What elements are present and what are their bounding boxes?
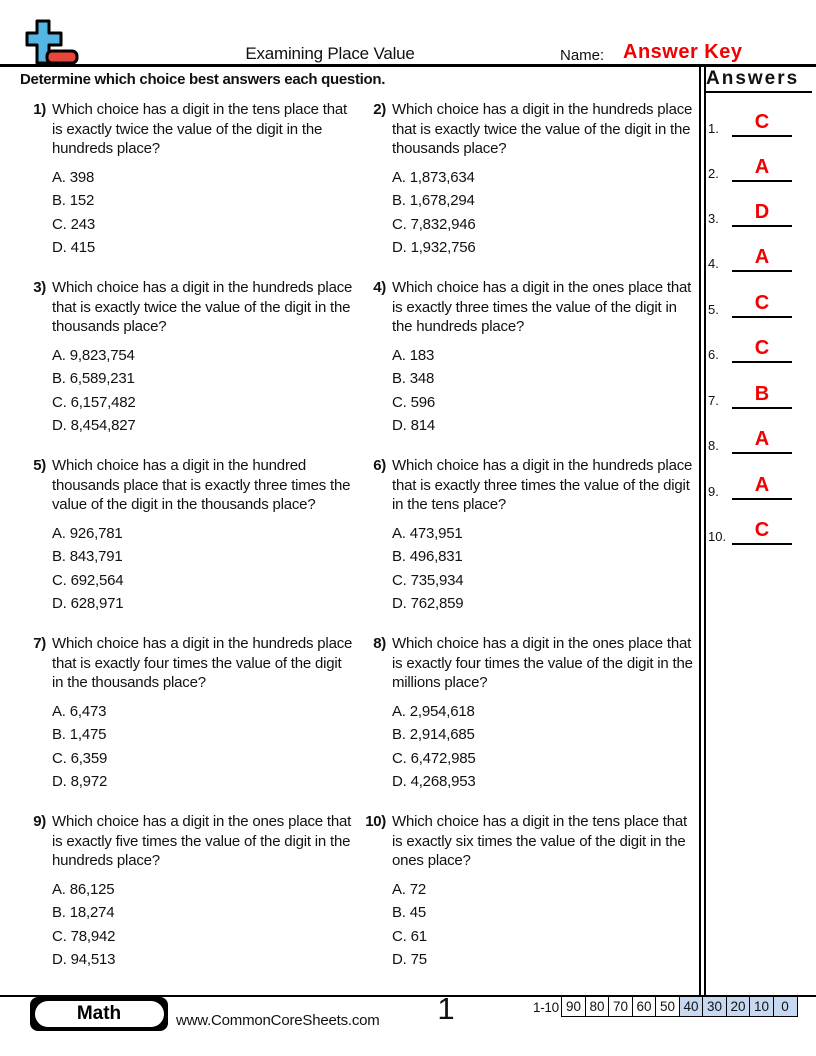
question-number: 10) — [365, 813, 386, 830]
answer-key-text: Answer Key — [623, 41, 743, 63]
website-link: www.CommonCoreSheets.com — [176, 1012, 380, 1029]
score-cell: 80 — [585, 996, 610, 1017]
choice-c: C. 692,564 — [52, 571, 124, 589]
choice-a: A. 183 — [392, 346, 435, 364]
answer-blank-line — [732, 291, 792, 318]
choice-a: A. 86,125 — [52, 880, 115, 898]
question-number: 2) — [373, 101, 386, 118]
answer-letter: A — [754, 246, 770, 268]
question-text: Which choice has a digit in the tens place that is exactly twice the value of the digit in the hundreds place? — [52, 101, 347, 157]
answer-letter: C — [754, 292, 770, 314]
choice-b: B. 152 — [52, 192, 95, 209]
score-cell: 40 — [679, 996, 704, 1017]
answer-letter: A — [754, 428, 770, 450]
choice-d: D. 762,859 — [392, 595, 464, 612]
score-cell: 60 — [632, 996, 657, 1017]
answer-blank-line — [732, 382, 792, 409]
header-divider-line — [0, 64, 816, 67]
choice-d: D. 94,513 — [52, 951, 116, 968]
question-2 — [360, 100, 696, 278]
choice-a: A. 2,954,618 — [392, 702, 475, 720]
question-6 — [360, 456, 696, 634]
question-number: 6) — [373, 457, 386, 474]
choice-a: A. 473,951 — [392, 524, 463, 542]
answer-number: 10. — [708, 529, 727, 544]
answer-number: 1. — [708, 121, 719, 136]
answer-number: 2. — [708, 166, 719, 181]
answer-blank-line — [732, 245, 792, 272]
question-number: 9) — [33, 813, 46, 830]
answer-letter: D — [754, 201, 770, 223]
choice-b: B. 18,274 — [52, 904, 115, 921]
question-5 — [20, 456, 360, 634]
choice-c: C. 243 — [52, 215, 95, 233]
answer-slot-10 — [706, 509, 812, 545]
answer-letter: A — [754, 156, 770, 178]
question-9 — [20, 812, 360, 990]
answer-slot-6 — [706, 327, 812, 363]
answers-panel-divider — [699, 64, 706, 997]
choice-a: A. 398 — [52, 168, 95, 186]
choice-b: B. 2,914,685 — [392, 726, 475, 743]
answer-letter: C — [754, 111, 770, 133]
question-number: 1) — [33, 101, 46, 118]
answer-slot-2 — [706, 146, 812, 182]
choice-c: C. 6,472,985 — [392, 749, 476, 767]
choice-b: B. 1,678,294 — [392, 192, 475, 209]
answer-letter: C — [754, 337, 770, 359]
choice-d: D. 1,932,756 — [392, 239, 476, 256]
choice-c: C. 7,832,946 — [392, 215, 476, 233]
score-cell: 20 — [726, 996, 751, 1017]
choice-d: D. 8,972 — [52, 773, 108, 790]
answer-number: 7. — [708, 393, 719, 408]
choice-a: A. 9,823,754 — [52, 346, 135, 364]
answer-number: 4. — [708, 256, 719, 271]
subject-badge — [30, 997, 168, 1031]
choice-b: B. 496,831 — [392, 548, 463, 565]
answer-slot-3 — [706, 191, 812, 227]
answer-number: 3. — [708, 211, 719, 226]
question-text: Which choice has a digit in the hundreds place that is exactly twice the value of the digit in the thousands place? — [52, 279, 353, 335]
score-table — [561, 996, 798, 1017]
answer-slot-8 — [706, 418, 812, 454]
answer-slot-9 — [706, 464, 812, 500]
choice-b: B. 843,791 — [52, 548, 123, 565]
question-3 — [20, 278, 360, 456]
question-text: Which choice has a digit in the hundreds place that is exactly four times the value of the digit in the thousands place? — [52, 635, 353, 691]
choice-c: C. 6,157,482 — [52, 393, 136, 411]
answer-letter: B — [754, 383, 770, 405]
answer-blank-line — [732, 427, 792, 454]
question-10 — [360, 812, 696, 990]
answer-blank-line — [732, 473, 792, 500]
question-text: Which choice has a digit in the hundreds place that is exactly three times the value of the digit in the tens place? — [392, 457, 693, 513]
answer-blank-line — [732, 518, 792, 545]
page-title: Examining Place Value — [245, 44, 415, 63]
answer-number: 6. — [708, 347, 719, 362]
choice-a: A. 926,781 — [52, 524, 123, 542]
choice-c: C. 735,934 — [392, 571, 464, 589]
answer-slot-4 — [706, 236, 812, 272]
answer-letter: C — [754, 519, 770, 541]
score-cell: 50 — [655, 996, 680, 1017]
question-7 — [20, 634, 360, 812]
question-text: Which choice has a digit in the ones place that is exactly three times the value of the digit in the hundreds place? — [392, 279, 692, 335]
choice-a: A. 6,473 — [52, 702, 107, 720]
answer-number: 8. — [708, 438, 719, 453]
answer-number: 9. — [708, 484, 719, 499]
answer-blank-line — [732, 336, 792, 363]
question-text: Which choice has a digit in the hundred thousands place that is exactly three times the value of the digit in the thousands place? — [52, 457, 351, 513]
question-text: Which choice has a digit in the hundreds place that is exactly twice the value of the digit in the thousands place? — [392, 101, 693, 157]
choice-d: D. 8,454,827 — [52, 417, 136, 434]
questions-grid — [20, 100, 696, 990]
name-label: Name: — [560, 47, 605, 64]
page-number: 1 — [437, 991, 455, 1026]
score-cell: 90 — [561, 996, 586, 1017]
question-number: 3) — [33, 279, 46, 296]
choice-c: C. 61 — [392, 927, 427, 945]
choice-d: D. 814 — [392, 417, 435, 434]
choice-c: C. 6,359 — [52, 749, 108, 767]
answers-panel-title: Answers — [706, 68, 812, 93]
choice-b: B. 1,475 — [52, 726, 107, 743]
score-cell: 10 — [749, 996, 774, 1017]
score-range-label: 1-10 — [533, 1000, 559, 1015]
question-text: Which choice has a digit in the tens place that is exactly six times the value of the digit in the ones place? — [392, 813, 687, 869]
answer-blank-line — [732, 200, 792, 227]
choice-b: B. 348 — [392, 370, 435, 387]
choice-b: B. 6,589,231 — [52, 370, 135, 387]
score-cell: 30 — [702, 996, 727, 1017]
choice-a: A. 72 — [392, 880, 427, 898]
choice-d: D. 4,268,953 — [392, 773, 476, 790]
choice-d: D. 628,971 — [52, 595, 124, 612]
question-number: 8) — [373, 635, 386, 652]
score-cell: 70 — [608, 996, 633, 1017]
score-cell: 0 — [773, 996, 798, 1017]
choice-d: D. 75 — [392, 951, 427, 968]
choice-c: C. 596 — [392, 393, 435, 411]
answer-slot-1 — [706, 101, 812, 137]
question-text: Which choice has a digit in the ones place that is exactly four times the value of the digit in the millions place? — [392, 635, 693, 691]
question-8 — [360, 634, 696, 812]
answer-number: 5. — [708, 302, 719, 317]
choice-b: B. 45 — [392, 904, 427, 921]
question-4 — [360, 278, 696, 456]
choice-d: D. 415 — [52, 239, 95, 256]
question-1 — [20, 100, 360, 278]
answer-slot-7 — [706, 373, 812, 409]
answer-blank-line — [732, 155, 792, 182]
answer-blank-line — [732, 110, 792, 137]
question-number: 5) — [33, 457, 46, 474]
question-text: Which choice has a digit in the ones place that is exactly five times the value of the digit in the hundreds place? — [52, 813, 352, 869]
answer-letter: A — [754, 474, 770, 496]
subject-badge-label: Math — [35, 1001, 164, 1027]
choice-c: C. 78,942 — [52, 927, 116, 945]
instruction-text: Determine which choice best answers each question. — [20, 71, 386, 88]
question-number: 4) — [373, 279, 386, 296]
answer-slot-5 — [706, 282, 812, 318]
question-number: 7) — [33, 635, 46, 652]
choice-a: A. 1,873,634 — [392, 168, 475, 186]
